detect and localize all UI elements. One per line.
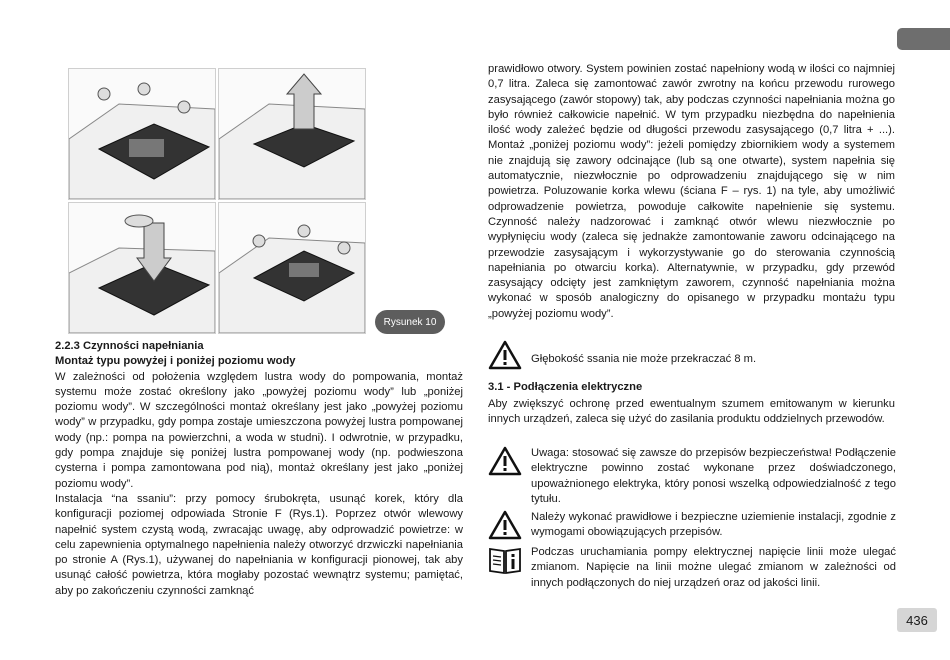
pump-illustration-4 <box>219 203 365 333</box>
warning-text-3: Należy wykonać prawidłowe i bezpieczne uziemienie instalacji, zgodnie z wymogami obowiązujących przepisów. <box>531 511 896 539</box>
right-paragraph-1: prawidłowo otwory. System powinien zostać napełniony wodą w ilości co najmniej 0,7 litra. Zaleca się zamontować zawór zwrotny na końcu przewodu rurowego zasysającego (zawór stopowy) tak, aby podczas czynności napełniania można go było również całkowicie napełnić. W tym przypadku niezbędna do napełnienia ilość wody zależeć będzie od długości przewodu zasysającego (0,7 litra + ...). Montaż „poniżej poziomu wody”: jeżeli pomiędzy zbiornikiem wody a systemem nie znajdują się zawory odcinające (lub są one otwarte), system napełnia się automatycznie, niezwłocznie po odprowadzeniu znajdującego się w nim powietrza. Poluzowanie korka wlewu (ściana F – rys. 1) na tyle, aby umożliwić odprowadzenie powietrza, powoduje całkowite napełnienie się systemu. Czynność należy nadzorować i zamknąć otwór wlewu niezwłocznie po wypłynięciu wody (zaleca się jednakże zamontowanie zaworu odcinającego na przewodzie zasysającym i wykorzystywanie go do sterowania czynnością napełniania po otwarciu korka). Alternatywnie, w przypadku, gdy przewód zasysający odcięty jest zamkniętym zaworem, czynność napełniania można wykonać w sposób analogiczny do opisanego w przypadku montażu typu „powyżej poziomu wody”. <box>488 63 895 320</box>
left-column <box>55 339 463 599</box>
right-column <box>488 62 895 322</box>
warning-text-2: Uwaga: stosować się zawsze do przepisów bezpieczeństwa! Podłączenie elektryczne powinno zostać wykonane przez doświadczonego, upoważnionego elektryka, który ponosi wszelką odpowiedzialność z tego tytułu. <box>531 447 896 505</box>
pump-illustration-3 <box>69 203 215 333</box>
warning-triangle-icon <box>488 510 522 540</box>
section-tab <box>897 28 950 50</box>
info-text-1: Podczas uruchamiania pompy elektrycznej napięcie linii może ulegać zmianom. Napięcie na linii możne ulegać zmianom w zależności od innych podłączonych do niej urządzeń oraz od jakości linii. <box>531 546 896 589</box>
figure-panel-1 <box>68 68 216 200</box>
section-body-electrical: Aby zwiększyć ochronę przed ewentualnym szumem emitowanym w kierunku innych urządzeń, zaleca się użyć do zasilania produktu oddzielnych przewodów. <box>488 398 895 426</box>
warning-text-1: Głębokość ssania nie może przekraczać 8 m. <box>531 353 757 365</box>
warning-triangle-icon <box>488 446 522 476</box>
manual-info-icon <box>488 545 522 575</box>
warning-safety <box>488 446 896 507</box>
page-number: 436 <box>897 608 937 632</box>
figure-grid <box>68 68 464 336</box>
warning-grounding <box>488 510 896 541</box>
figure-panel-2 <box>218 68 366 200</box>
figure-panel-4 <box>218 202 366 334</box>
section-title-electrical: 3.1 - Podłączenia elektryczne <box>488 381 643 393</box>
warning-triangle-icon <box>488 340 522 370</box>
section-heading: 2.2.3 Czynności napełniania <box>55 340 204 352</box>
figure-panel-3 <box>68 202 216 334</box>
subheading: Montaż typu powyżej i poniżej poziomu wody <box>55 355 296 368</box>
warning-suction-depth <box>488 340 896 370</box>
pump-illustration-2 <box>219 69 365 199</box>
left-paragraph-1: W zależności od położenia względem lustra wody do pompowania, montaż systemu może zostać określony jako „powyżej poziomu wody” lub „poniżej poziomu wody”. W szczególności montaż określany jest jako „powyżej poziomu wody” w przypadku, gdy pompa zostaje umieszczona powyżej lustra pompowanej wody (np.: pompa na powierzchni, a woda w studni). I odwrotnie, w przypadku, gdy pompa znajduje się poniżej lustra pompowanej wody (np. podwieszona cysterna i pompa zamontowana pod nią), montaż określany jest jako „poniżej poziomu wody”. <box>55 370 463 490</box>
left-paragraph-2: Instalacja “na ssaniu”: przy pomocy śrubokręta, usunąć korek, który dla konfiguracji poziomej odpowiada Stronie F (Rys.1). Poprzez otwór wlewowy napełnić system czystą wodą, zwracając uwagę, aby odprowadzić powietrze: w celu zapewnienia optymalnego napełnienia należy otworzyć drzwiczki napełniania po stronie A (Rys.1), używanej do napełniania w konfiguracji pionowej, tak aby usunąć całość powietrza, która mogłaby pozostać wewnątrz systemu; pamiętać, aby po zakończeniu czynności zamknąć <box>55 492 463 597</box>
pump-illustration-1 <box>69 69 215 199</box>
figure-caption: Rysunek 10 <box>375 310 445 334</box>
info-voltage <box>488 545 896 591</box>
